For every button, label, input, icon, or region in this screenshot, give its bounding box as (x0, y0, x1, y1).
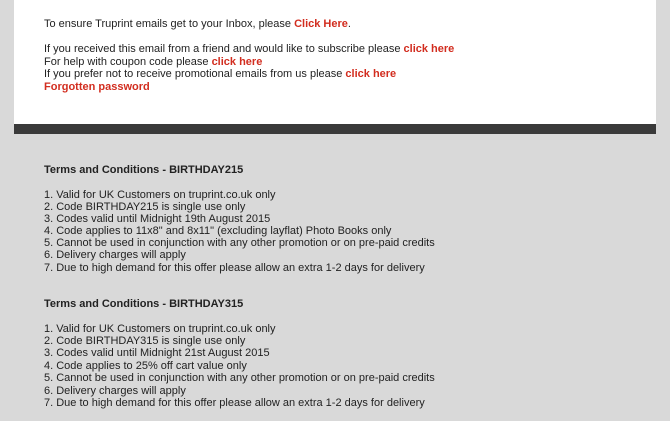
terms-item: 7. Due to high demand for this offer please allow an extra 1-2 days for delivery (44, 397, 425, 409)
forgotten-line (44, 81, 150, 94)
subscribe-line (44, 43, 454, 56)
forgotten-password-link[interactable]: Forgotten password (44, 81, 150, 93)
terms-item: 1. Valid for UK Customers on truprint.co.uk only (44, 323, 276, 335)
terms-item: 7. Due to high demand for this offer please allow an extra 1-2 days for delivery (44, 262, 425, 274)
unsubscribe-text: If you prefer not to receive promotional emails from us please (44, 68, 346, 80)
terms-item: 4. Code applies to 11x8" and 8x11" (excluding layflat) Photo Books only (44, 225, 392, 237)
terms-item: 3. Codes valid until Midnight 21st August 2015 (44, 347, 270, 359)
terms-title-birthday215: Terms and Conditions - BIRTHDAY215 (44, 164, 244, 176)
unsubscribe-link[interactable]: click here (345, 68, 397, 80)
terms-item: 5. Cannot be used in conjunction with any other promotion or on pre-paid credits (44, 372, 435, 384)
divider-bar (14, 124, 656, 134)
terms-item: 5. Cannot be used in conjunction with any other promotion or on pre-paid credits (44, 237, 435, 249)
terms-item: 3. Codes valid until Midnight 19th August 2015 (44, 213, 271, 225)
coupon-help-link[interactable]: click here (211, 56, 263, 68)
terms-item: 2. Code BIRTHDAY315 is single use only (44, 335, 246, 347)
subscribe-link[interactable]: click here (403, 43, 455, 55)
terms-item: 1. Valid for UK Customers on truprint.co.uk only (44, 189, 276, 201)
terms-item: 4. Code applies to 25% off cart value only (44, 360, 247, 372)
terms-item: 6. Delivery charges will apply (44, 249, 186, 261)
unsubscribe-line (44, 68, 396, 81)
terms-title-birthday315: Terms and Conditions - BIRTHDAY315 (44, 298, 244, 310)
inbox-text: To ensure Truprint emails get to your Inbox, please (44, 18, 295, 30)
subscribe-text: If you received this email from a friend and would like to subscribe please (44, 43, 404, 55)
inbox-click-here-link[interactable]: Click Here (294, 18, 348, 30)
inbox-line (44, 18, 351, 31)
terms-item: 2. Code BIRTHDAY215 is single use only (44, 201, 246, 213)
inbox-suffix: . (347, 18, 351, 30)
coupon-help-text: For help with coupon code please (44, 56, 212, 68)
terms-item: 6. Delivery charges will apply (44, 385, 186, 397)
